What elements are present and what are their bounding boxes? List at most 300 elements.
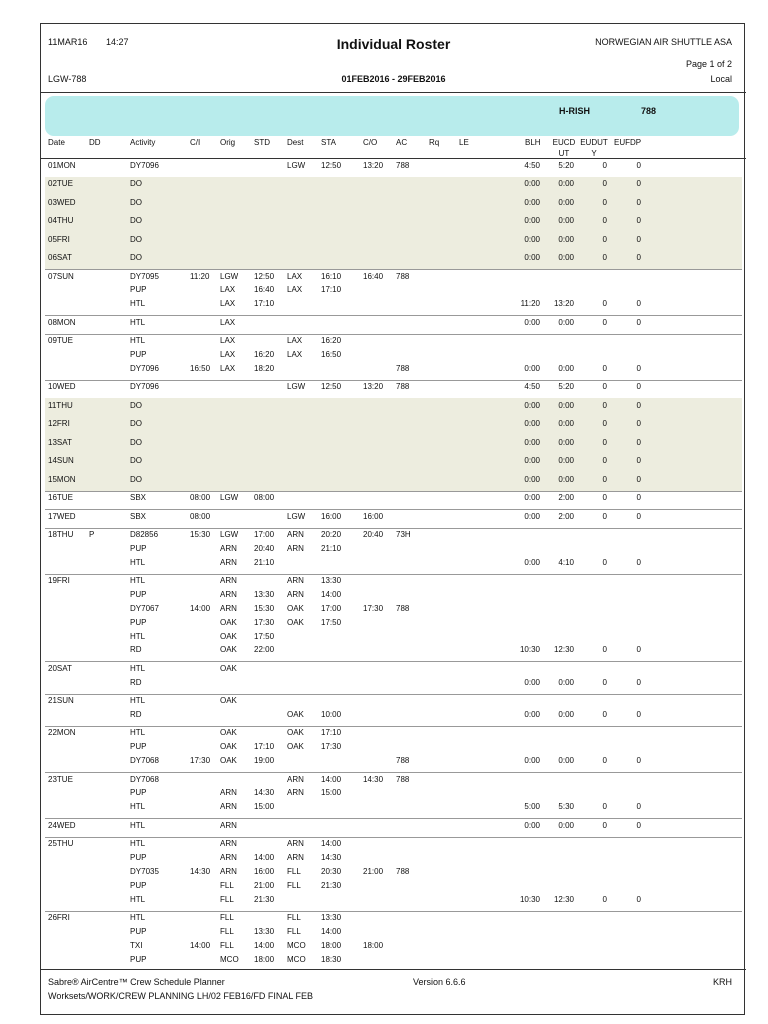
cell-orig: LAX [220,363,236,373]
header-divider [41,92,746,93]
cell-activity: PUP [130,742,147,752]
cell-activity: HTL [130,728,146,738]
cell-std: 08:00 [254,493,275,503]
cell-std: 21:30 [254,894,275,904]
cell-eudut: 0 [602,511,607,521]
cell-std: 18:00 [254,954,275,964]
cell-sta: 18:30 [321,954,342,964]
cell-blh: 0:00 [524,234,540,244]
cell-eufdp: 0 [636,234,641,244]
cell-std: 16:40 [254,285,275,295]
cell-std: 21:00 [254,880,275,890]
col-le: LE [459,138,469,147]
cell-dest: LAX [287,271,303,281]
cell-activity: HTL [130,696,146,706]
cell-sta: 13:30 [321,913,342,922]
cell-eufdp: 0 [636,437,641,447]
cell-eufdp: 0 [636,802,641,812]
cell-eucdut: 4:10 [558,557,574,567]
cell-blh: 0:00 [524,400,540,410]
cell-std: 22:00 [254,645,275,655]
cell-ci: 14:00 [190,603,211,613]
cell-sta: 16:10 [321,271,342,281]
time-reference: Local [710,74,732,84]
cell-sta: 15:00 [321,788,342,798]
cell-activity: RD [130,645,142,655]
cell-orig: FLL [220,880,234,890]
col-co: C/O [363,138,378,147]
cell-ac: 788 [396,603,410,613]
col-dd: DD [89,138,101,147]
cell-sta: 17:30 [321,742,342,752]
cell-blh: 0:00 [524,474,540,484]
cell-activity: HTL [130,839,146,849]
cell-co: 16:00 [363,511,384,521]
cell-blh: 0:00 [524,511,540,521]
cell-eufdp: 0 [636,160,641,170]
cell-orig: ARN [220,820,237,830]
cell-blh: 0:00 [524,437,540,447]
cell-sta: 14:30 [321,853,342,862]
cell-activity: DO [130,400,142,410]
cell-eudut: 0 [602,820,607,830]
cell-orig: FLL [220,940,234,950]
cell-co: 17:30 [363,603,384,613]
cell-dest: ARN [287,774,304,784]
cell-dest: OAK [287,742,304,752]
cell-blh: 0:00 [524,820,540,830]
cell-sta: 12:50 [321,382,342,392]
cell-activity: PUP [130,285,147,295]
cell-sta: 17:50 [321,617,342,627]
cell-orig: FLL [220,926,234,936]
cell-dest: FLL [287,880,301,890]
cell-activity: PUP [130,589,147,599]
col-eufdp: EUFDP [614,138,642,147]
cell-dest: ARN [287,529,304,539]
cell-sta: 14:00 [321,839,342,849]
cell-activity: PUP [130,853,147,862]
cell-eufdp: 0 [636,197,641,207]
cell-activity: TXI [130,940,143,950]
cell-eudut: 0 [602,299,607,309]
cell-date: 05FRI [48,234,70,244]
cell-sta: 14:00 [321,774,342,784]
cell-date: 07SUN [48,271,74,281]
cell-sta: 14:00 [321,589,342,599]
cell-eudut: 0 [602,474,607,484]
cell-date: 11THU [48,400,73,410]
cell-dest: LGW [287,511,306,521]
cell-std: 14:00 [254,940,275,950]
cell-eucdut: 5:20 [558,160,574,170]
col-dest: Dest [287,138,304,147]
cell-dest: ARN [287,576,304,586]
cell-date: 21SUN [48,696,74,706]
cell-ci: 15:30 [190,529,211,539]
cell-eufdp: 0 [636,645,641,655]
cell-date: 16TUE [48,493,73,503]
footer-initials: KRH [712,977,732,987]
cell-date: 01MON [48,160,76,170]
cell-activity: PUP [130,926,147,936]
cell-dest: OAK [287,617,304,627]
cell-co: 20:40 [363,529,384,539]
cell-dest: FLL [287,913,301,922]
cell-orig: OAK [220,617,237,627]
cell-sta: 13:30 [321,576,342,586]
cell-ac: 788 [396,774,410,784]
cell-activity: RD [130,709,142,719]
cell-eudut: 0 [602,493,607,503]
cell-sta: 10:00 [321,709,342,719]
col-ci: C/I [190,138,201,147]
cell-eucdut: 0:00 [558,419,574,429]
cell-date: 17WED [48,511,76,521]
cell-std: 20:40 [254,543,275,553]
cell-co: 16:40 [363,271,384,281]
cell-eufdp: 0 [636,400,641,410]
footer-workset-path: Worksets/WORK/CREW PLANNING LH/02 FEB16/FD FINAL FEB [48,991,314,1001]
cell-blh: 4:50 [524,382,540,392]
cell-eufdp: 0 [636,317,641,327]
cell-blh: 10:30 [519,894,540,904]
cell-activity: DO [130,179,142,189]
cell-activity: DY7096 [130,382,159,392]
cell-dest: FLL [287,866,301,876]
cell-std: 18:20 [254,363,275,373]
cell-activity: DY7067 [130,603,159,613]
cell-orig: FLL [220,913,234,922]
cell-eucdut: 0:00 [558,677,574,687]
col-blh: BLH [525,138,541,147]
cell-activity: HTL [130,299,146,309]
page-title: Individual Roster [336,36,451,52]
cell-dest: ARN [287,543,304,553]
cell-sta: 16:00 [321,511,342,521]
cell-activity: DO [130,216,142,226]
cell-eudut: 0 [602,802,607,812]
col-sta: STA [321,138,336,147]
col-eudut-line2: Y [591,149,597,158]
cell-eucdut: 0:00 [558,234,574,244]
cell-orig: ARN [220,839,237,849]
cell-dest: ARN [287,839,304,849]
cell-std: 17:30 [254,617,275,627]
cell-ci: 14:00 [190,940,211,950]
col-ac: AC [396,138,408,147]
cell-activity: PUP [130,543,147,553]
cell-date: 03WED [48,197,76,207]
cell-eudut: 0 [602,197,607,207]
cell-sta: 14:00 [321,926,342,936]
cell-activity: DO [130,437,142,447]
cell-eucdut: 0:00 [558,317,574,327]
cell-activity: HTL [130,317,146,327]
cell-date: 24WED [48,820,76,830]
cell-activity: DY7068 [130,774,159,784]
cell-orig: ARN [220,802,237,812]
cell-date: 25THU [48,839,74,849]
cell-eufdp: 0 [636,557,641,567]
cell-blh: 0:00 [524,197,540,207]
cell-std: 17:50 [254,631,275,641]
cell-std: 17:00 [254,529,275,539]
cell-orig: OAK [220,663,237,673]
date-range: 01FEB2016 - 29FEB2016 [341,74,446,84]
cell-orig: ARN [220,557,237,567]
cell-activity: HTL [130,663,146,673]
cell-eufdp: 0 [636,756,641,766]
cell-orig: LGW [220,529,239,539]
cell-blh: 0:00 [524,419,540,429]
cell-sta: 18:00 [321,940,342,950]
cell-dest: FLL [287,926,301,936]
cell-activity: DO [130,456,142,466]
cell-blh: 0:00 [524,317,540,327]
cell-eufdp: 0 [636,216,641,226]
cell-blh: 0:00 [524,363,540,373]
cell-std: 12:50 [254,271,275,281]
cell-orig: ARN [220,853,237,862]
cell-eucdut: 12:30 [553,894,574,904]
cell-eudut: 0 [602,645,607,655]
cell-eudut: 0 [602,253,607,263]
cell-blh: 5:00 [524,802,540,812]
cell-blh: 0:00 [524,179,540,189]
cell-orig: OAK [220,756,237,766]
cell-ci: 08:00 [190,511,211,521]
col-eucdut [551,137,577,159]
cell-std: 15:30 [254,603,275,613]
cell-std: 19:00 [254,756,275,766]
cell-eudut: 0 [602,363,607,373]
cell-eucdut: 2:00 [558,493,574,503]
cell-activity: DO [130,234,142,244]
cell-blh: 0:00 [524,253,540,263]
cell-activity: PUP [130,880,147,890]
cell-ac: 788 [396,160,410,170]
cell-eudut: 0 [602,382,607,392]
cell-std: 16:00 [254,866,275,876]
cell-eudut: 0 [602,317,607,327]
print-time: 14:27 [106,37,129,47]
cell-activity: HTL [130,557,146,567]
cell-activity: DO [130,197,142,207]
cell-orig: LGW [220,493,239,503]
cell-eufdp: 0 [636,709,641,719]
cell-eudut: 0 [602,400,607,410]
cell-ci: 16:50 [190,363,211,373]
cell-activity: DO [130,253,142,263]
cell-dest: OAK [287,603,304,613]
cell-eufdp: 0 [636,456,641,466]
cell-dest: LAX [287,336,303,346]
cell-blh: 0:00 [524,756,540,766]
footer-divider [41,969,746,970]
cell-eucdut: 0:00 [558,400,574,410]
cell-activity: HTL [130,336,146,346]
cell-ac: 788 [396,271,410,281]
crew-aircraft-type: 788 [641,106,657,116]
cell-sta: 17:00 [321,603,342,613]
company-name: NORWEGIAN AIR SHUTTLE ASA [595,37,732,47]
cell-eudut: 0 [602,437,607,447]
cell-sta: 17:10 [321,728,342,738]
cell-eucdut: 5:20 [558,382,574,392]
cell-eufdp: 0 [636,474,641,484]
cell-ac: 788 [396,382,410,392]
cell-blh: 0:00 [524,216,540,226]
cell-dest: OAK [287,728,304,738]
cell-date: 08MON [48,317,76,327]
cell-orig: LGW [220,271,239,281]
col-eudut-line1: EUDUT [580,138,608,147]
cell-dest: MCO [287,940,306,950]
cell-ac: 788 [396,363,410,373]
cell-date: 06SAT [48,253,72,263]
cell-eucdut: 2:00 [558,511,574,521]
cell-date: 10WED [48,382,76,392]
cell-sta: 12:50 [321,160,342,170]
cell-orig: OAK [220,631,237,641]
cell-dest: LGW [287,382,306,392]
cell-eucdut: 12:30 [553,645,574,655]
cell-eufdp: 0 [636,820,641,830]
cell-activity: HTL [130,820,146,830]
cell-eufdp: 0 [636,253,641,263]
cell-activity: HTL [130,576,146,586]
cell-dest: LAX [287,285,303,295]
cell-activity: HTL [130,913,146,922]
crew-name: H-RISH [559,106,590,116]
cell-sta: 16:20 [321,336,342,346]
cell-ci: 08:00 [190,493,211,503]
cell-orig: LAX [220,336,236,346]
cell-date: 19FRI [48,576,70,586]
cell-date: 04THU [48,216,74,226]
cell-activity: D82856 [130,529,159,539]
cell-activity: PUP [130,954,147,964]
cell-date: 14SUN [48,456,74,466]
cell-date: 15MON [48,474,76,484]
cell-activity: PUP [130,350,147,360]
print-date: 11MAR16 [48,37,88,47]
cell-sta: 21:30 [321,880,342,890]
cell-co: 18:00 [363,940,384,950]
cell-eufdp: 0 [636,493,641,503]
cell-activity: DY7068 [130,756,159,766]
cell-activity: HTL [130,894,146,904]
cell-eudut: 0 [602,160,607,170]
cell-date: 13SAT [48,437,72,447]
cell-orig: LAX [220,299,236,309]
cell-date: 22MON [48,728,76,738]
cell-dest: MCO [287,954,306,964]
cell-eudut: 0 [602,894,607,904]
cell-eufdp: 0 [636,419,641,429]
cell-eudut: 0 [602,234,607,244]
cell-activity: DY7096 [130,363,159,373]
cell-orig: MCO [220,954,239,964]
cell-dest: OAK [287,709,304,719]
cell-eucdut: 0:00 [558,437,574,447]
cell-co: 14:30 [363,774,384,784]
cell-blh: 11:20 [520,299,540,309]
cell-activity: DY7095 [130,271,159,281]
cell-sta: 16:50 [321,350,342,360]
cell-orig: LAX [220,350,236,360]
cell-eudut: 0 [602,557,607,567]
cell-activity: HTL [130,802,146,812]
cell-activity: DY7096 [130,160,159,170]
cell-co: 13:20 [363,382,384,392]
cell-eucdut: 0:00 [558,216,574,226]
col-eucdut-line2: UT [558,149,570,158]
col-activity: Activity [130,138,156,147]
cell-eufdp: 0 [636,894,641,904]
cell-ac: 788 [396,756,410,766]
cell-orig: ARN [220,543,237,553]
cell-blh: 10:30 [519,645,540,655]
cell-activity: PUP [130,617,147,627]
cell-orig: OAK [220,645,237,655]
cell-ci: 17:30 [190,756,211,766]
cell-eudut: 0 [602,756,607,766]
cell-eucdut: 0:00 [558,363,574,373]
cell-eudut: 0 [602,179,607,189]
footer-version: Version 6.6.6 [413,977,466,987]
cell-activity: RD [130,677,142,687]
cell-eucdut: 0:00 [558,179,574,189]
cell-std: 17:10 [254,742,275,752]
cell-blh: 4:50 [524,160,540,170]
col-eudut [579,137,609,159]
cell-activity: HTL [130,631,146,641]
cell-orig: ARN [220,603,237,613]
cell-ac: 73H [396,529,411,539]
cell-eudut: 0 [602,216,607,226]
cell-date: 09TUE [48,336,73,346]
cell-sta: 21:10 [321,543,342,553]
cell-orig: ARN [220,589,237,599]
cell-orig: ARN [220,866,237,876]
cell-eufdp: 0 [636,382,641,392]
col-std: STD [254,138,270,147]
cell-orig: LAX [220,285,236,295]
cell-blh: 0:00 [524,709,540,719]
cell-ci: 11:20 [190,271,210,281]
cell-orig: ARN [220,576,237,586]
cell-orig: LAX [220,317,236,327]
cell-activity: SBX [130,511,147,521]
footer-product: Sabre® AirCentre™ Crew Schedule Planner [48,977,225,987]
cell-eufdp: 0 [636,363,641,373]
cell-std: 13:30 [254,926,275,936]
cell-dest: ARN [287,788,304,798]
cell-date: 23TUE [48,774,73,784]
cell-eudut: 0 [602,419,607,429]
cell-activity: DO [130,419,142,429]
cell-std: 16:20 [254,350,275,360]
cell-eucdut: 0:00 [558,820,574,830]
cell-sta: 20:20 [321,529,342,539]
cell-eufdp: 0 [636,511,641,521]
cell-eucdut: 0:00 [558,253,574,263]
cell-eucdut: 0:00 [558,197,574,207]
cell-std: 17:10 [254,299,275,309]
cell-orig: OAK [220,728,237,738]
